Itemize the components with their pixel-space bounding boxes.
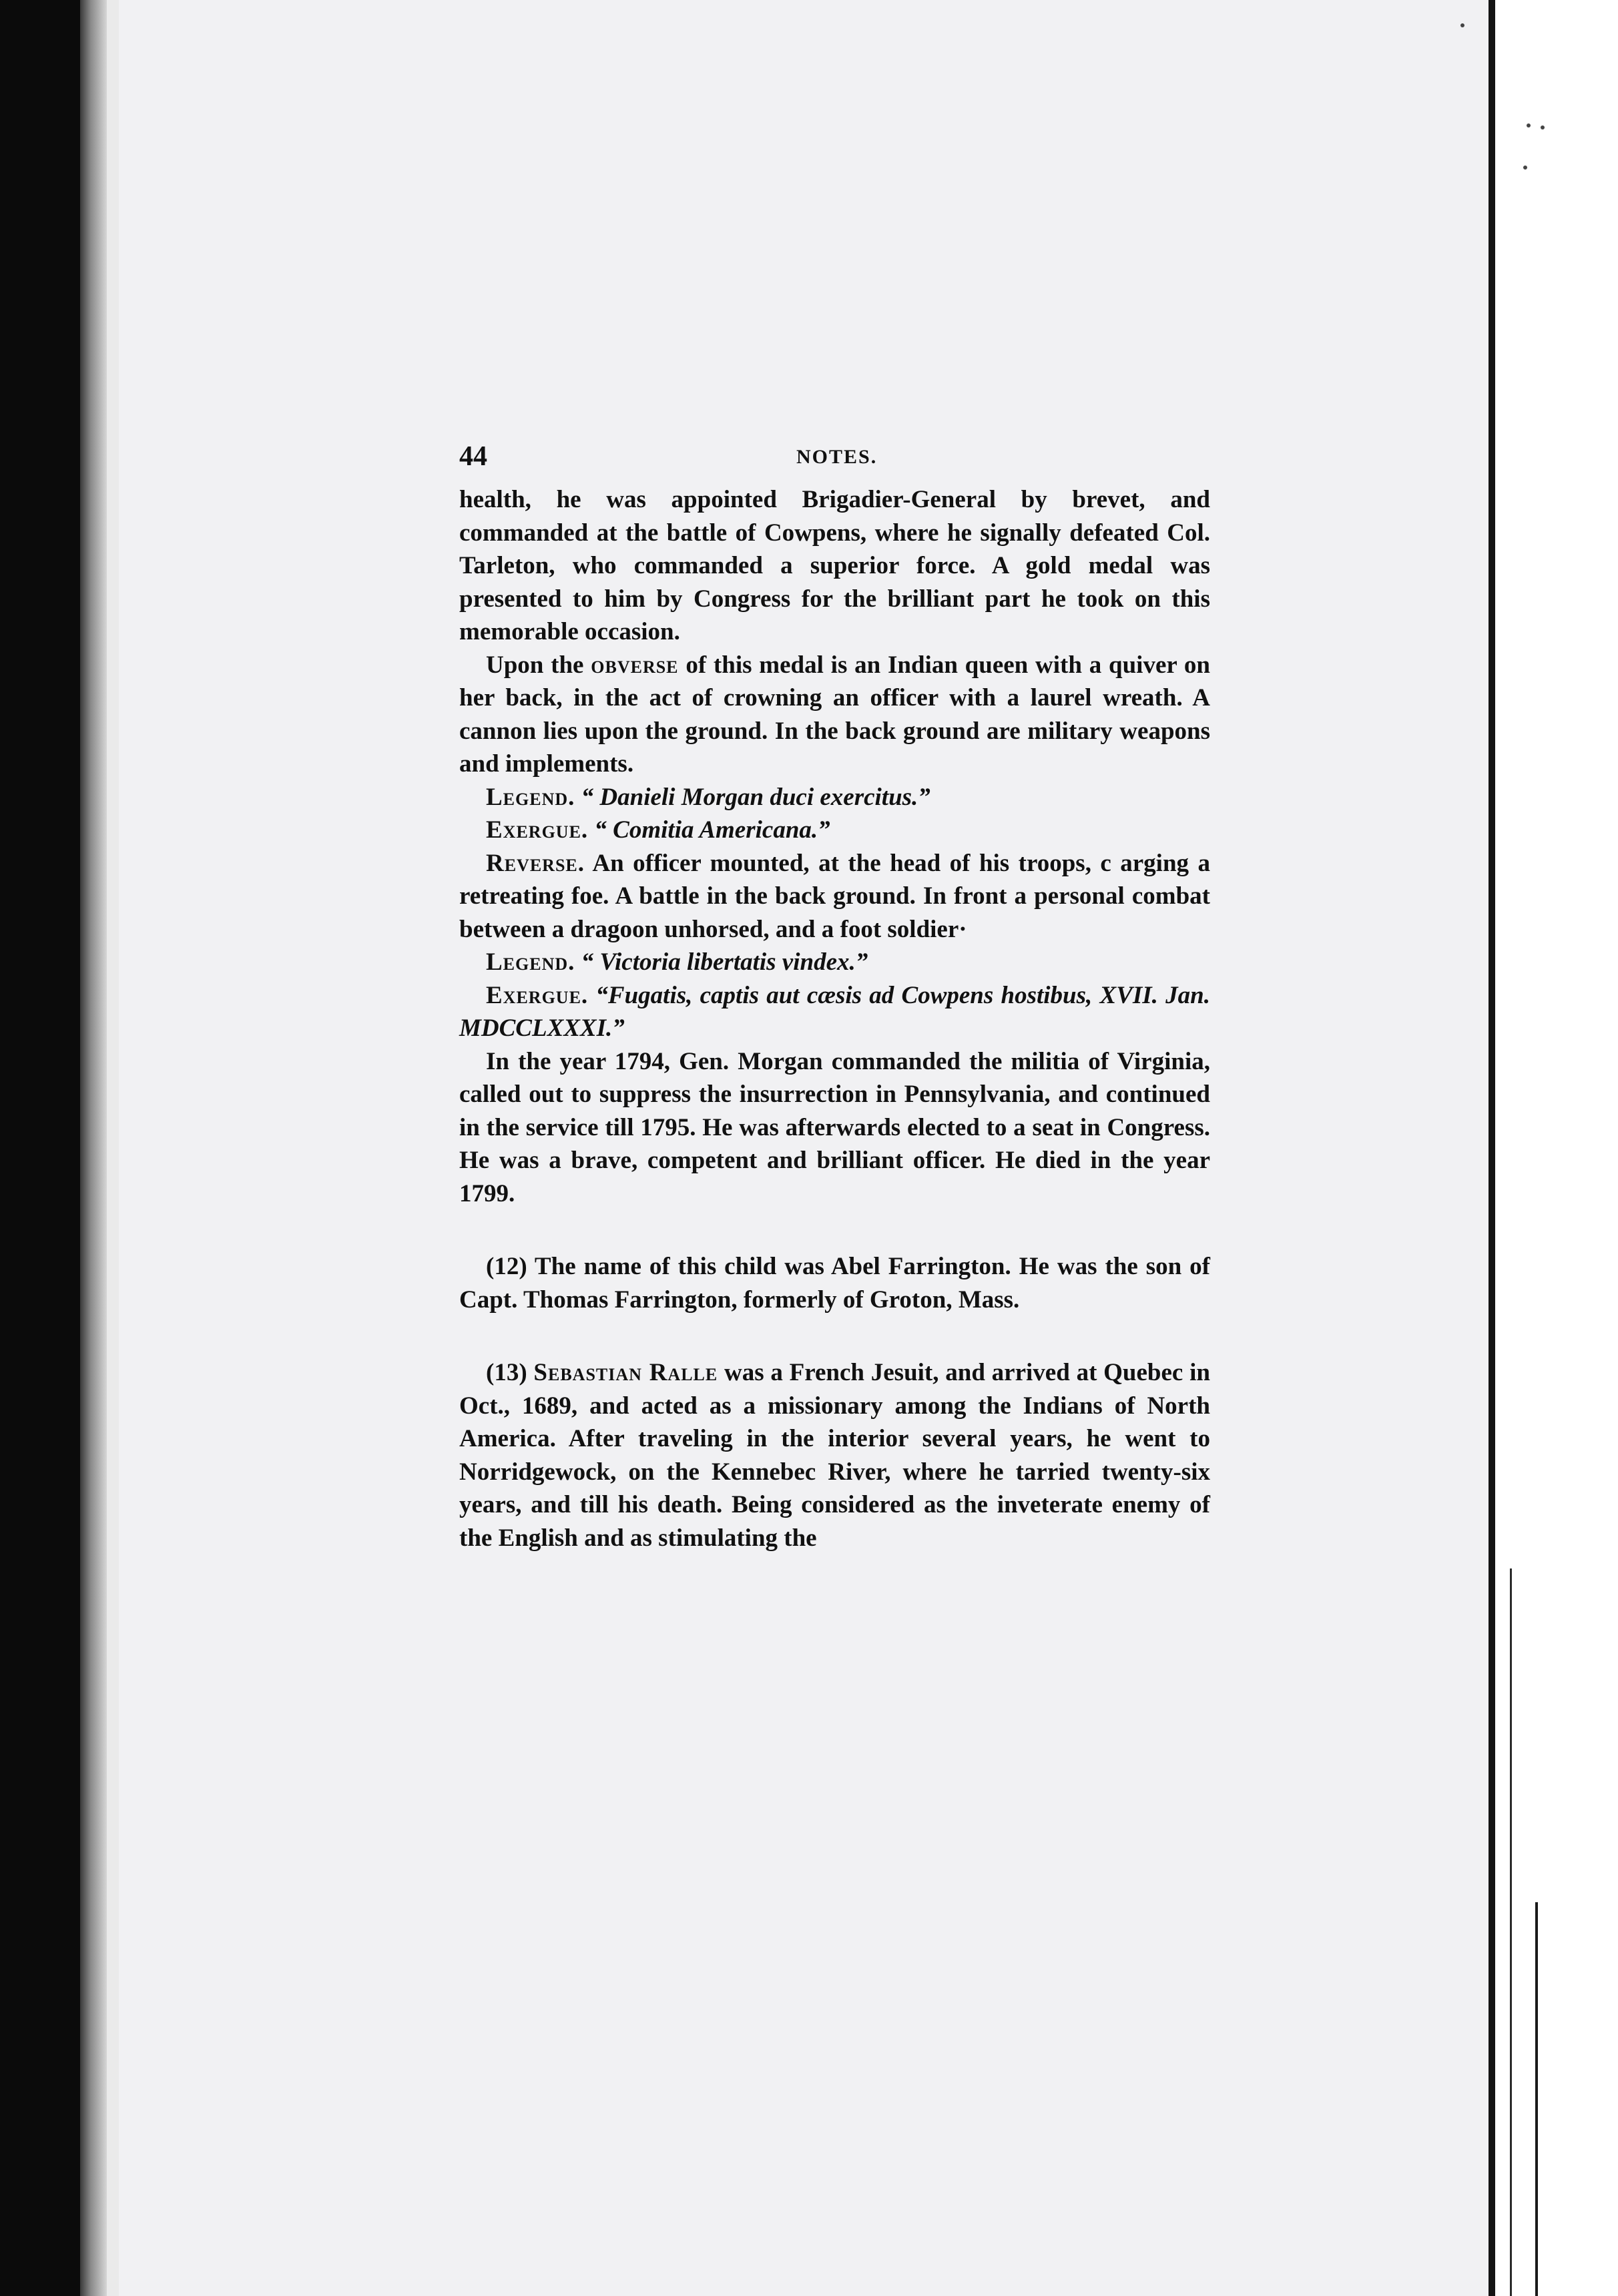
legend-text: “ Danieli Morgan duci exercitus.” <box>575 783 930 811</box>
facing-page-rule <box>1510 1568 1512 2296</box>
section-gap <box>459 1210 1210 1250</box>
gutter-line <box>1489 0 1495 2296</box>
paragraph-morgan-later: In the year 1794, Gen. Morgan commanded the militia of Virginia, called out to suppress the insurrection in Pennsylvania, and continued in the service till 1795. He was afterwards elected to a seat in Congress. He was a brave, competent and brilliant officer. He died in the year 1799. <box>459 1047 1210 1207</box>
exergue-text: “ Comitia Americana.” <box>588 816 830 844</box>
exergue-reverse <box>459 979 1210 1045</box>
book-edge-light <box>107 0 119 2296</box>
text-run: Upon the <box>486 651 591 679</box>
legend-label: Legend. <box>486 948 575 976</box>
note-12: (12) The name of this child was Abel Farrington. He was the son of Capt. Thomas Farrington, formerly of Groton, Mass. <box>459 1253 1210 1314</box>
running-head <box>459 441 1210 483</box>
text-block <box>459 441 1210 1554</box>
scan-speck <box>1541 125 1545 129</box>
book-edge-shadow <box>80 0 107 2296</box>
paragraph-obverse <box>459 649 1210 781</box>
paragraph-morgan-career: health, he was appointed Brigadier-General by brevet, and commanded at the battle of Cowpens, where he signally defeated Col. Tarleton, who commanded a superior force. A gold medal was presented to him by Congress for the brilliant part he took on this memorable occasion. <box>459 486 1210 645</box>
paragraph-reverse <box>459 847 1210 946</box>
reverse-label: Reverse. <box>486 849 585 877</box>
exergue-label: Exergue. <box>486 981 589 1009</box>
running-title: NOTES. <box>796 446 878 468</box>
note-text: was a French Jesuit, and arrived at Quebec in Oct., 1689, and acted as a missionary among the Indians of North America. After traveling in the interior several years, he went to Norridgewock, on the Kennebec River, where he tarried twenty-six years, and till his death. Being considered as the inveterate enemy of the English and as stimulating the <box>459 1359 1210 1552</box>
note-number: (13) <box>486 1359 534 1386</box>
text-run: of this medal is an Indian queen with a quiver on her back, in the act of crowning an officer with a laurel wreath. A cannon lies upon the ground. In the back ground are military weapons and implements. <box>459 651 1210 778</box>
obverse-term: obverse <box>591 651 679 679</box>
exergue-obverse <box>459 814 1210 847</box>
section-gap <box>459 1316 1210 1356</box>
person-name: Sebastian Ralle <box>533 1359 718 1386</box>
scan-speck <box>1460 23 1464 27</box>
facing-page-edge <box>1495 0 1618 2296</box>
exergue-text: “Fugatis, captis aut cæsis ad Cowpens hostibus, XVII. Jan. MDCCLXXXI.” <box>459 981 1210 1042</box>
legend-text: “ Victoria libertatis vindex.” <box>575 948 868 976</box>
scan-speck <box>1523 166 1527 170</box>
exergue-label: Exergue. <box>486 816 589 844</box>
note-13 <box>459 1356 1210 1554</box>
legend-label: Legend. <box>486 783 575 811</box>
scan-speck <box>1527 123 1531 127</box>
book-edge-dark <box>0 0 80 2296</box>
legend-reverse <box>459 946 1210 979</box>
legend-obverse <box>459 781 1210 814</box>
facing-page-rule <box>1535 1902 1538 2296</box>
reverse-text: An officer mounted, at the head of his troops, c arging a retreating foe. A battle in the back ground. In front a personal combat between a dragoon unhorsed, and a foot soldier· <box>459 849 1210 943</box>
page-number: 44 <box>459 441 487 472</box>
